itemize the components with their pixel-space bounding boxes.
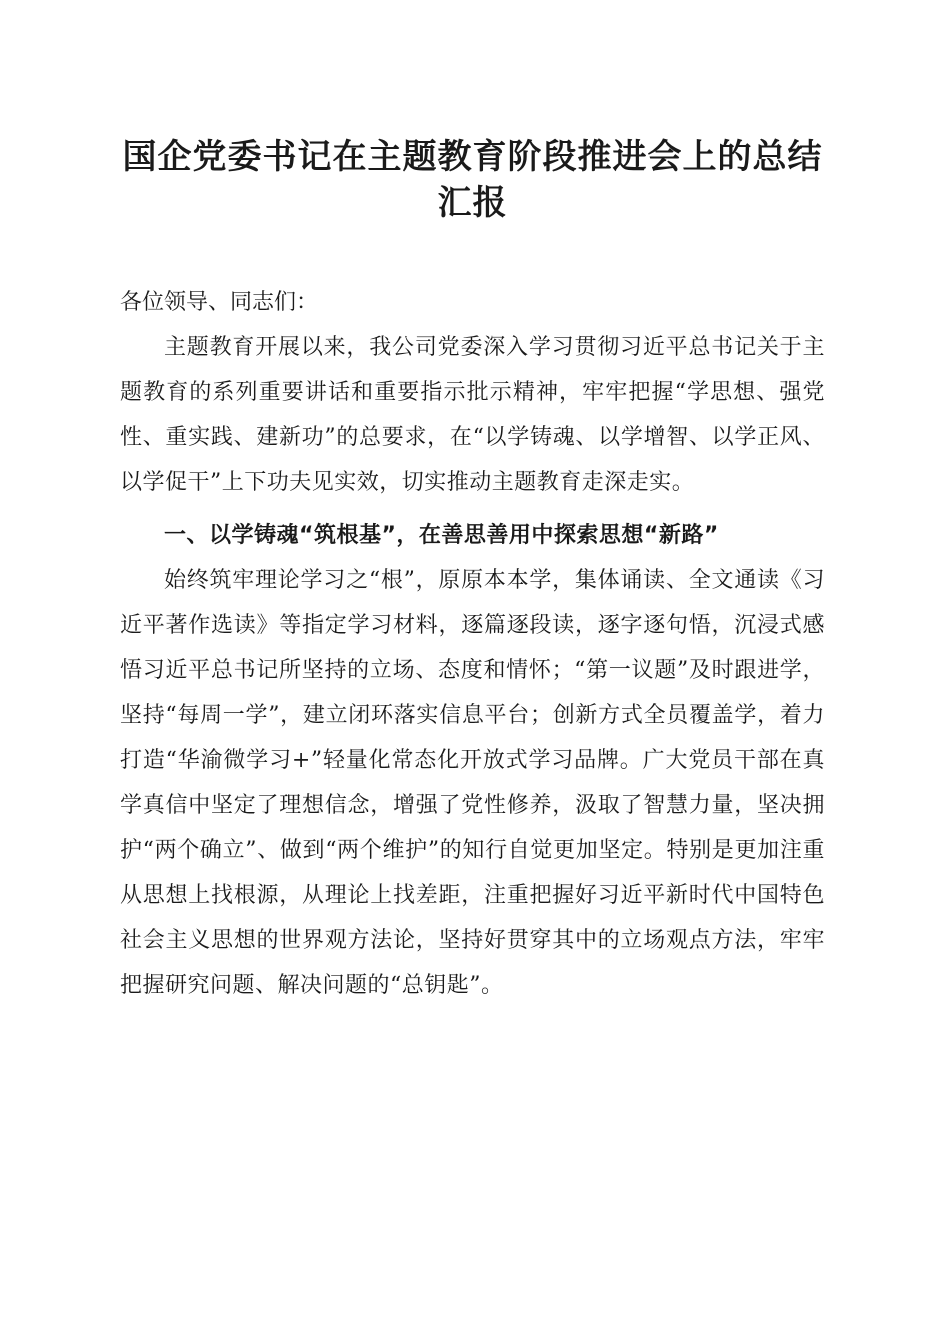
section-1-heading: 一、以学铸魂“筑根基”，在善思善用中探索思想“新路” xyxy=(164,523,719,548)
document-title: 国企党委书记在主题教育阶段推进会上的总结汇报 xyxy=(122,137,823,223)
salutation: 各位领导、同志们： xyxy=(120,290,319,315)
section-1-body: 始终筑牢理论学习之“根”，原原本本学，集体诵读、全文通读《习近平著作选读》等指定学习材料，逐篇逐段读，逐字逐句悟，沉浸式感悟习近平总书记所坚持的立场、态度和情怀；“第一议题”及时跟进学，坚持“每周一学”，建立闭环落实信息平台；创新方式全员覆盖学，着力打造“华渝微学习+”轻量化常态化开放式学习品牌。广大党员干部在真学真信中坚定了理想信念，增强了党性修养，汲取了智慧力量，坚决拥护“两个确立”、做到“两个维护”的知行自觉更加坚定。特别是更加注重从思想上找根源，从理论上找差距，注重把握好习近平新时代中国特色社会主义思想的世界观方法论，坚持好贯穿其中的立场观点方法，牢牢把握研究问题、解决问题的“总钥匙”。 xyxy=(120,568,825,998)
document-page xyxy=(120,134,825,1008)
intro-paragraph: 主题教育开展以来，我公司党委深入学习贯彻习近平总书记关于主题教育的系列重要讲话和重要指示批示精神，牢牢把握“学思想、强党性、重实践、建新功”的总要求，在“以学铸魂、以学增智、以学正风、以学促干”上下功夫见实效，切实推动主题教育走深走实。 xyxy=(120,335,825,495)
